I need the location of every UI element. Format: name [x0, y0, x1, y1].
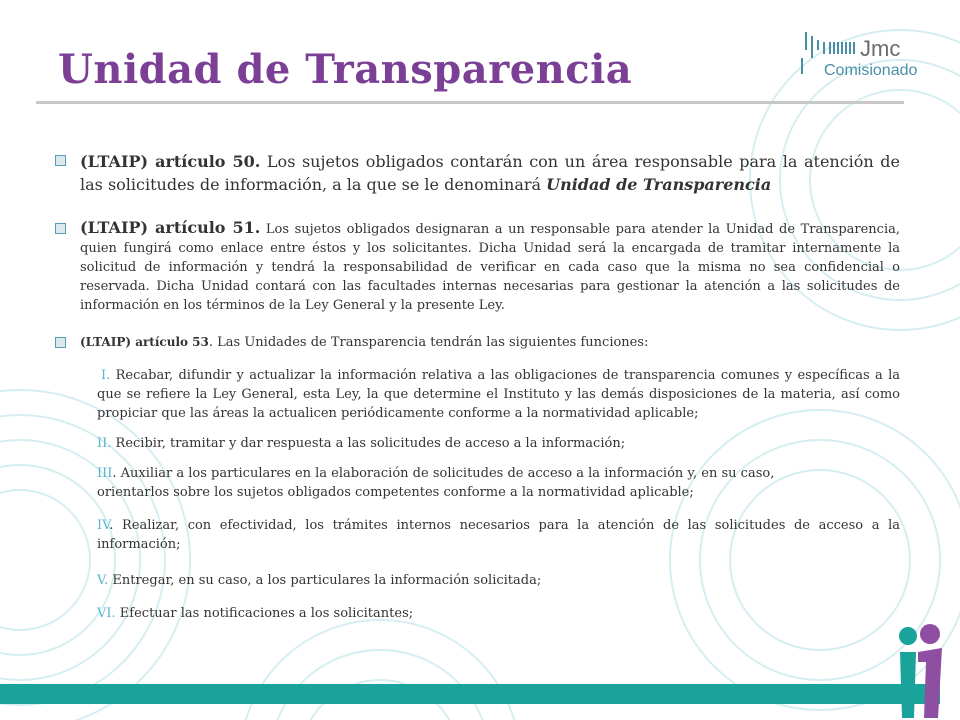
function-number: II. [97, 436, 112, 451]
article-50 [80, 150, 900, 196]
function-item [97, 434, 900, 453]
article-53-lead: (LTAIP) artículo 53 [80, 335, 209, 349]
article-51-lead: (LTAIP) artículo 51. [80, 218, 261, 237]
function-item [97, 464, 817, 502]
function-text: Entregar, en su caso, a los particulares la información solicitada; [108, 573, 542, 588]
article-53-text: . Las Unidades de Transparencia tendrán las siguientes funciones: [208, 335, 649, 350]
function-item [97, 571, 900, 590]
bullet-icon [55, 337, 66, 348]
function-number: VI. [97, 606, 116, 621]
function-text: . Auxiliar a los particulares en la elaboración de solicitudes de acceso a la información y, en su caso, orientarlos sobre los sujetos obligados competentes conforme a la normatividad aplicable; [97, 466, 775, 500]
function-number: III [97, 466, 113, 481]
article-51-text: Los sujetos obligados designaran a un responsable para atender la Unidad de Transparencia, quien fungirá como enlace entre éstos y los solicitantes. Dicha Unidad será la encargada de tramitar internamente la solicitud de información y tendrá la responsabilidad de verificar en cada caso que la misma no sea confidencial o reservada. Dicha Unidad contará con las facultades internas necesarias para gestionar la atención a las solicitudes de información en los términos de la Ley General y la presente Ley. [80, 222, 900, 313]
bullet-icon [55, 223, 66, 234]
function-item [97, 516, 900, 554]
article-50-lead: (LTAIP) artículo 50. [80, 152, 261, 171]
function-text: . Realizar, con efectividad, los trámites internos necesarios para la atención de las solicitudes de acceso a la información; [97, 518, 900, 552]
logo-subtitle: Comisionado [824, 62, 918, 79]
article-50-text: Los sujetos obligados contarán con un área responsable para la atención de las solicitudes de información, a la que se le denominará [80, 152, 901, 194]
function-text: Recabar, difundir y actualizar la información relativa a las obligaciones de transparencia comunes y específicas a la que se refiere la Ley General, esta Ley, la que determine el Instituto y las demás disposiciones de la materia, así como propiciar que las áreas la actualicen periódicamente conforme a la normatividad aplicable; [97, 368, 900, 421]
function-number: V. [97, 573, 109, 588]
logo-text: Jmc [860, 36, 901, 61]
commissioner-logo [800, 26, 920, 86]
function-text: Recibir, tramitar y dar respuesta a las solicitudes de acceso a la información; [111, 436, 626, 451]
function-number: IV [97, 518, 110, 533]
institute-logo-icon [896, 622, 946, 720]
article-50-emphasis: Unidad de Transparencia [546, 175, 772, 194]
article-51 [80, 218, 900, 315]
function-item [97, 366, 900, 423]
bullet-icon [55, 155, 66, 166]
page-title: Unidad de Transparencia [58, 46, 633, 93]
footer-bar [0, 684, 940, 704]
function-item [97, 604, 900, 623]
title-divider [36, 101, 904, 104]
function-number: I. [101, 368, 111, 383]
function-text: Efectuar las notificaciones a los solicitantes; [115, 606, 414, 621]
article-53 [80, 333, 900, 352]
